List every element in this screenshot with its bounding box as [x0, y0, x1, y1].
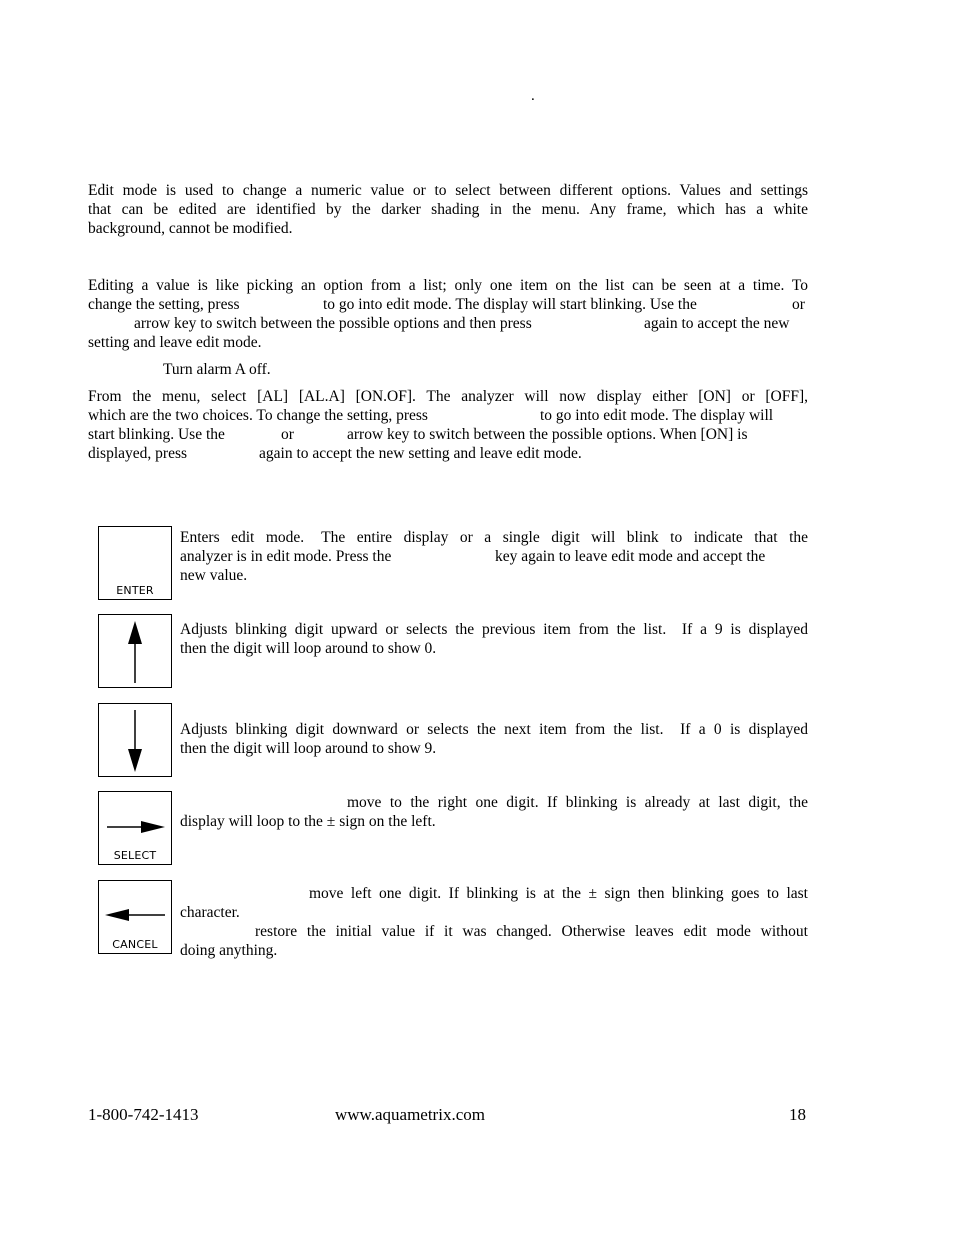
enter-desc-line-2b: key again to leave edit mode and accept the	[495, 548, 766, 565]
example-line-3c: arrow key to switch between the possible options. When [ON] is	[347, 426, 748, 443]
select-key-icon	[98, 791, 172, 865]
example-line-1: From the menu, select [AL] [AL.A] [ON.OF]. The analyzer will now display either [ON] or [OFF],	[88, 388, 808, 405]
cancel-key-icon	[98, 880, 172, 954]
intro-line-2: that can be edited are identified by the darker shading in the menu. Any frame, which has a white	[88, 201, 808, 218]
down-arrow-key-icon	[98, 703, 172, 777]
editing-line-4: setting and leave edit mode.	[88, 334, 262, 351]
example-line-2a: which are the two choices. To change the setting, press	[88, 407, 428, 424]
example-line-4a: displayed, press	[88, 445, 188, 462]
example-line-3a: start blinking. Use the	[88, 426, 225, 443]
enter-key-icon	[98, 526, 172, 600]
example-line-4b: again to accept the new setting and leave edit mode.	[259, 445, 582, 462]
editing-line-3b: again to accept the new	[644, 315, 790, 332]
up-desc-line-1: Adjusts blinking digit upward or selects the previous item from the list. If a 9 is displayed	[180, 621, 808, 638]
editing-line-2a: change the setting, press	[88, 296, 240, 313]
intro-line-1: Edit mode is used to change a numeric value or to select between different options. Values and settings	[88, 182, 808, 199]
down-desc-line-2: then the digit will loop around to show 9.	[180, 740, 437, 757]
enter-desc-line-1: Enters edit mode. The entire display or a single digit will blink to indicate that the	[180, 529, 808, 546]
enter-key-label: ENTER	[116, 584, 154, 597]
footer-website[interactable]: www.aquametrix.com	[335, 1105, 485, 1124]
cancel-desc-line-3: restore the initial value if it was changed. Otherwise leaves edit mode without	[255, 923, 808, 940]
editing-line-2c: or	[792, 296, 805, 313]
cancel-desc-line-4: doing anything.	[180, 942, 278, 959]
cancel-desc-line-1: move left one digit. If blinking is at the ± sign then blinking goes to last	[309, 885, 808, 902]
select-desc-line-2: display will loop to the ± sign on the left.	[180, 813, 436, 830]
select-key-label: SELECT	[113, 849, 157, 862]
editing-line-3a: arrow key to switch between the possible options and then press	[134, 315, 532, 332]
editing-line-2b: to go into edit mode. The display will start blinking. Use the	[323, 296, 697, 313]
header-dot: .	[531, 88, 535, 104]
select-desc-line-1: move to the right one digit. If blinking is already at last digit, the	[347, 794, 808, 811]
editing-line-1: Editing a value is like picking an option from a list; only one item on the list can be seen at a time. To	[88, 277, 808, 294]
down-arrow-icon	[99, 704, 171, 776]
up-arrow-icon	[99, 615, 171, 687]
up-desc-line-2: then the digit will loop around to show 0.	[180, 640, 437, 657]
up-arrow-key-icon	[98, 614, 172, 688]
down-desc-line-1: Adjusts blinking digit downward or selects the next item from the list. If a 0 is displayed	[180, 721, 808, 738]
example-title: Turn alarm A off.	[163, 361, 271, 378]
example-line-3b: or	[281, 426, 294, 443]
enter-desc-line-3: new value.	[180, 567, 248, 584]
intro-line-3: background, cannot be modified.	[88, 220, 293, 237]
example-line-2b: to go into edit mode. The display will	[540, 407, 774, 424]
enter-desc-line-2a: analyzer is in edit mode. Press the	[180, 548, 392, 565]
footer-phone: 1-800-742-1413	[88, 1105, 199, 1124]
cancel-desc-line-2: character.	[180, 904, 240, 921]
footer-page-number: 18	[789, 1105, 806, 1124]
cancel-key-label: CANCEL	[112, 938, 158, 951]
